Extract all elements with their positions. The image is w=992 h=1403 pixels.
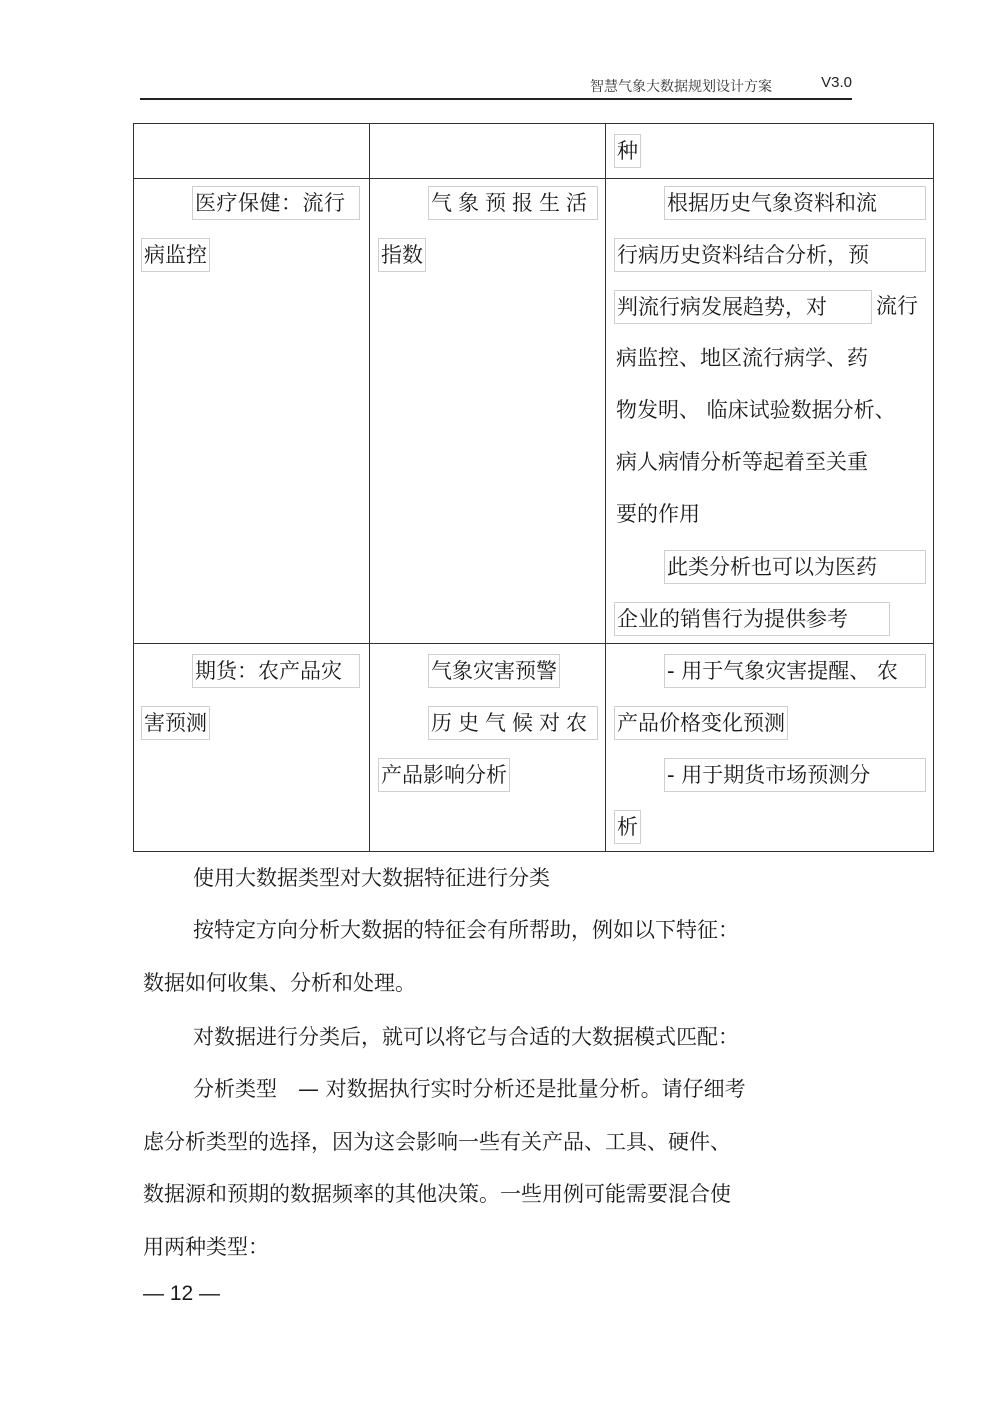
table-cell-text: - 用于气象灾害提醒、 农 — [664, 654, 926, 688]
page-number: — 12 — — [143, 1282, 221, 1305]
table-cell-text: 气象预报生活 — [428, 186, 598, 220]
body-paragraph: 对数据进行分类后，就可以将它与合适的大数据模式匹配： — [193, 1025, 739, 1049]
body-paragraph: 按特定方向分析大数据的特征会有所帮助，例如以下特征： — [193, 918, 739, 942]
body-paragraph: 使用大数据类型对大数据特征进行分类 — [193, 866, 550, 890]
table-cell-text: 产品价格变化预测 — [614, 706, 788, 740]
table-column-divider — [369, 124, 370, 851]
body-paragraph: 数据如何收集、分析和处理。 — [143, 971, 416, 995]
content-table — [133, 123, 934, 852]
table-cell-text: 期货：农产品灾 — [192, 654, 360, 688]
body-paragraph: 分析类型 — 对数据执行实时分析还是批量分析。请仔细考 — [193, 1077, 746, 1101]
table-cell-text: 医疗保健：流行 — [192, 186, 360, 220]
table-row-divider — [134, 178, 933, 179]
document-version: V3.0 — [821, 74, 852, 91]
table-cell-text: 流行 — [876, 294, 918, 318]
table-cell-text: 析 — [614, 810, 641, 844]
page-header — [140, 70, 852, 100]
document-title: 智慧气象大数据规划设计方案 — [590, 79, 772, 95]
table-cell-text: 病人病情分析等起着至关重 — [616, 450, 868, 474]
table-cell-text: 气象灾害预警 — [428, 654, 560, 688]
table-row-divider — [134, 643, 933, 644]
table-cell-text: - 用于期货市场预测分 — [664, 758, 926, 792]
table-cell-text: 要的作用 — [616, 502, 700, 526]
table-column-divider — [605, 124, 606, 851]
table-cell-text: 病监控 — [141, 238, 210, 272]
table-cell-text: 种 — [614, 134, 641, 168]
table-cell-text: 根据历史气象资料和流 — [664, 186, 926, 220]
table-cell-text: 指数 — [378, 238, 426, 272]
table-cell-text: 此类分析也可以为医药 — [664, 550, 926, 584]
body-paragraph: 虑分析类型的选择，因为这会影响一些有关产品、工具、硬件、 — [143, 1130, 731, 1154]
table-cell-text: 历史气候对农 — [428, 706, 598, 740]
table-cell-text: 产品影响分析 — [378, 758, 510, 792]
body-paragraph: 数据源和预期的数据频率的其他决策。一些用例可能需要混合使 — [143, 1182, 731, 1206]
table-cell-text: 行病历史资料结合分析，预 — [614, 238, 926, 272]
table-cell-text: 物发明、 临床试验数据分析、 — [616, 398, 896, 422]
table-cell-text: 判流行病发展趋势，对 — [614, 290, 872, 324]
table-cell-text: 害预测 — [141, 706, 210, 740]
table-cell-text: 企业的销售行为提供参考 — [614, 602, 890, 636]
body-paragraph: 用两种类型： — [143, 1235, 269, 1259]
table-cell-text: 病监控、地区流行病学、药 — [616, 346, 868, 370]
